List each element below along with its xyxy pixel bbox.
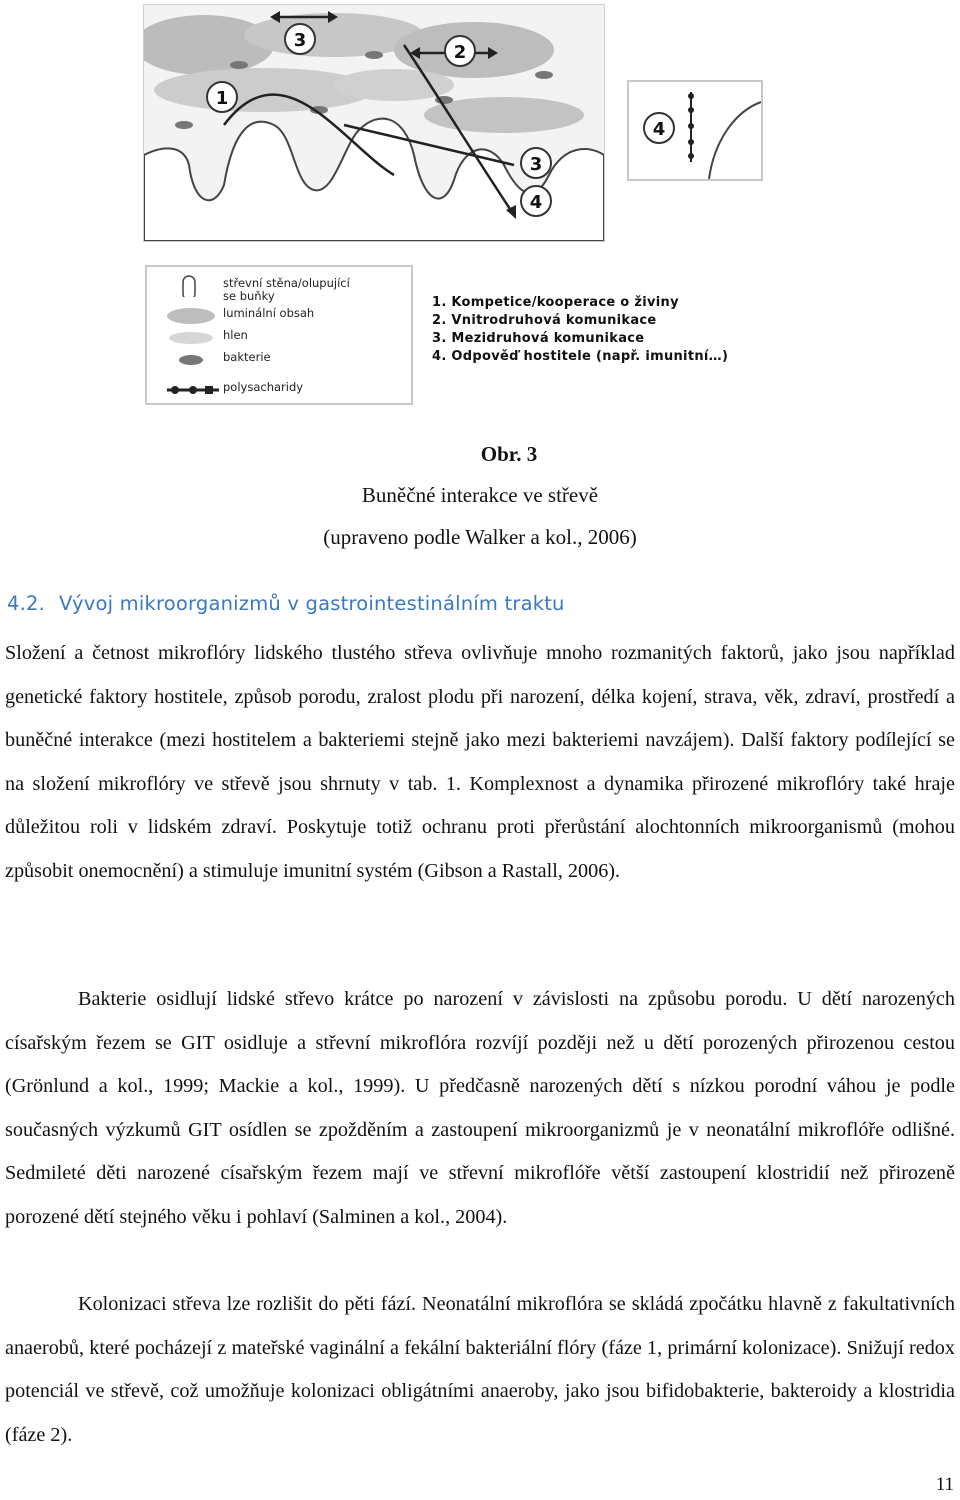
- legend-item-bacteria: [147, 349, 411, 371]
- legend-item-polysaccharide: [147, 379, 411, 401]
- host-response-inset: [627, 80, 763, 181]
- legend-item-wall: [147, 275, 411, 303]
- legend-label: střevní stěna/olupující se buňky: [223, 276, 350, 303]
- mucus-icon: [161, 327, 221, 349]
- legend-label: bakterie: [223, 350, 271, 364]
- legend-label: polysacharidy: [223, 380, 304, 394]
- host-response-inset-svg: [629, 82, 761, 179]
- figure-caption: Buněčné interakce ve střevě: [361, 483, 599, 507]
- intestine-diagram: [143, 4, 605, 242]
- intestine-diagram-svg: [144, 5, 604, 241]
- wall-cell-icon: [161, 275, 221, 297]
- svg-text:3: 3: [293, 30, 307, 51]
- interaction-list: [432, 294, 832, 366]
- paragraph: Složení a četnost mikroflóry lidského tlustého střeva ovlivňuje mnoho rozmanitých faktorů, jako jsou například genetické faktory hostitele, způsob porodu, zralost plodu při narození, délka kojení, strava, věk, zdraví, prostředí a buněčné interakce (mezi hostitelem a bakteriemi stejně jako mezi bakteriemi navzájem). Další faktory podílející se na složení mikroflóry ve střevě jsou shrnuty v tab. 1. Komplexnost a dynamika přirozené mikroflóry také hraje důležitou roli v lidském zdraví. Poskytuje totiž ochranu proti přerůstání alochtonních mikroorganismů (mohou způsobit onemocnění) a stimuluje imunitní systém (Gibson a Rastall, 2006).: [5, 642, 955, 882]
- paragraph: Bakterie osidlují lidské střevo krátce po narození v závislosti na způsobu porodu. U dětí narozených císařským řezem se GIT osidluje a střevní mikroflóra rozvíjí později než u dětí porozených přirozenou cestou (Grönlund a kol., 1999; Mackie a kol., 1999). U předčasně narozených dětí s nízkou porodní váhou je podle současných výzkumů GIT osídlen se zpožděním a zastoupení mikroorganizmů je v neonatální mikroflóře odlišné. Sedmileté děti narozené císařským řezem mají ve střevní mikroflóře větší zastoupení klostridií než přirozeně porozené dětí stejného věku i pohlaví (Salminen a kol., 2004).: [5, 988, 955, 1228]
- svg-text:4: 4: [652, 119, 666, 140]
- legend-item-mucus: [147, 327, 411, 349]
- polysaccharide-icon: [161, 379, 221, 401]
- svg-text:1: 1: [215, 88, 229, 109]
- svg-text:4: 4: [529, 192, 543, 213]
- figure-legend: [145, 265, 413, 405]
- svg-text:3: 3: [529, 154, 543, 175]
- legend-label: luminální obsah: [223, 306, 315, 320]
- luminal-content-icon: [161, 305, 221, 327]
- bacteria-icon: [161, 349, 221, 371]
- legend-label: hlen: [223, 328, 248, 342]
- interaction-item: 3. Mezidruhová komunikace: [432, 331, 645, 346]
- legend-item-luminal: [147, 305, 411, 327]
- interaction-item: 4. Odpověď hostitele (např. imunitní…): [432, 349, 729, 364]
- page-number: 11: [935, 1474, 954, 1495]
- section-number: 4.2.: [7, 592, 46, 615]
- svg-text:2: 2: [453, 42, 467, 63]
- figure-label: Obr. 3: [480, 442, 538, 466]
- section-title: Vývoj mikroorganizmů v gastrointestinálním traktu: [59, 592, 565, 615]
- figure-source: (upraveno podle Walker a kol., 2006): [323, 525, 637, 549]
- paragraph: Kolonizaci střeva lze rozlišit do pěti fází. Neonatální mikroflóra se skládá zpočátku hlavně z fakultativních anaerobů, které pocházejí z mateřské vaginální a fekální bakteriální flóry (fáze 1, primární kolonizace). Snižují redox potenciál ve střevě, což umožňuje kolonizaci obligátními anaeroby, jako jsou bifidobakterie, bakteroidy a klostridia (fáze 2).: [5, 1293, 955, 1446]
- interaction-item: 2. Vnitrodruhová komunikace: [432, 313, 657, 328]
- section-heading: [7, 592, 565, 615]
- interaction-item: 1. Kompetice/kooperace o živiny: [432, 295, 679, 310]
